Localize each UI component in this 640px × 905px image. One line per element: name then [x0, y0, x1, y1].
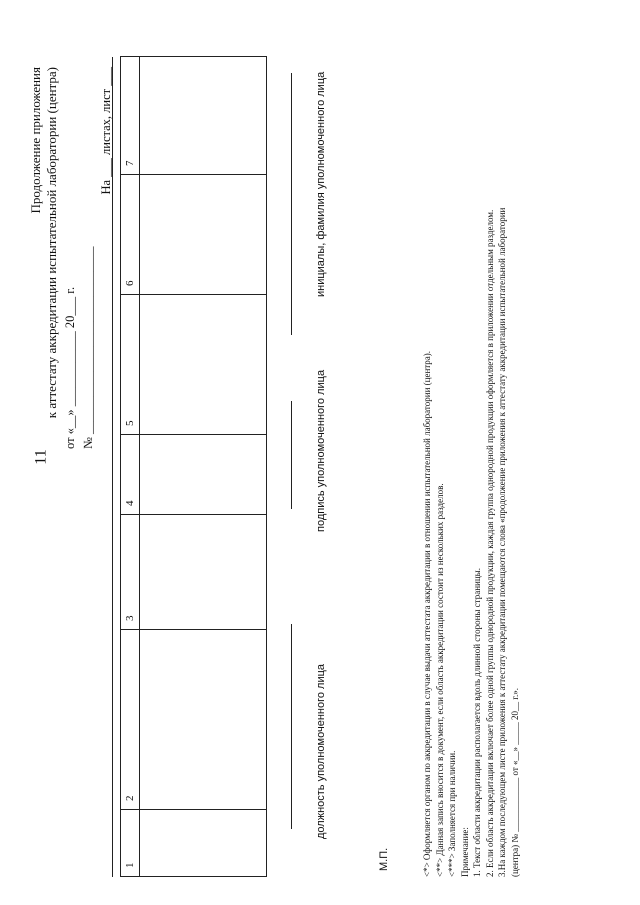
stamp-placeholder: М.П. — [378, 847, 390, 871]
column-header-7: 7 — [121, 57, 140, 175]
note-3-continuation: (центра) № ____________ от «__» _____ 20__ г.». — [509, 688, 520, 877]
frame-top-line — [112, 57, 113, 877]
column-header-5: 5 — [121, 295, 140, 435]
rotated-content — [26, 57, 616, 877]
table-header-row — [121, 57, 140, 877]
footnote-2: <**> Данная запись вносится в документ, если область аккредитации состоит из нескольких разделов. — [434, 483, 445, 877]
signature-label: подпись уполномоченного лица — [315, 369, 327, 532]
column-header-1: 1 — [121, 810, 140, 877]
column-header-2: 2 — [121, 630, 140, 810]
header-line-continuation: Продолжение приложения — [28, 67, 43, 214]
table-cell — [140, 435, 267, 515]
footnote-1: <*> Оформляется органом по аккредитации в случае выдачи аттестата аккредитации в отношении испытательной лаборатории (центра). — [422, 350, 432, 877]
column-header-3: 3 — [121, 515, 140, 630]
signature-block — [291, 57, 371, 877]
header-line-date: от «__» ____________ 20___ г. — [63, 286, 77, 449]
header-line-sheets: На ___ листах, лист ___ — [99, 67, 113, 195]
position-line — [291, 624, 292, 829]
appendix-header — [28, 67, 114, 457]
column-header-4: 4 — [121, 435, 140, 515]
signature-line — [291, 401, 292, 509]
accreditation-scope-table — [120, 56, 267, 877]
table-row — [140, 57, 267, 877]
position-label: должность уполномоченного лица — [315, 663, 327, 839]
header-line-number: № ______________________________ — [81, 246, 95, 449]
name-line — [291, 73, 292, 335]
note-title: Примечание: — [459, 827, 470, 877]
note-3: 3.На каждом последующем листе приложения к аттестату аккредитации помещаются слова «продолжение приложения к аттестату аккредитации испытательной лаборатории — [497, 207, 507, 877]
table-cell — [140, 810, 267, 877]
footnotes — [421, 57, 521, 877]
note-2: 2. Если область аккредитации включает более одной группы однородной продукции, каждая группа однородной продукции оформляется в приложении отдельным разделом. — [484, 209, 495, 877]
table-cell — [140, 630, 267, 810]
header-line-title: к аттестату аккредитации испытательной лаборатории (центра) — [44, 67, 59, 419]
note-1: 1. Текст области аккредитации располагается вдоль длинной стороны страницы. — [472, 568, 482, 877]
footnote-3: <***> Заполняется при наличии. — [447, 750, 457, 877]
page-number: 11 — [32, 449, 50, 465]
table-cell — [140, 175, 267, 295]
name-label: инициалы, фамилия уполномоченного лица — [315, 71, 327, 297]
table-cell — [140, 57, 267, 175]
column-header-6: 6 — [121, 175, 140, 295]
table-cell — [140, 295, 267, 435]
table-cell — [140, 515, 267, 630]
